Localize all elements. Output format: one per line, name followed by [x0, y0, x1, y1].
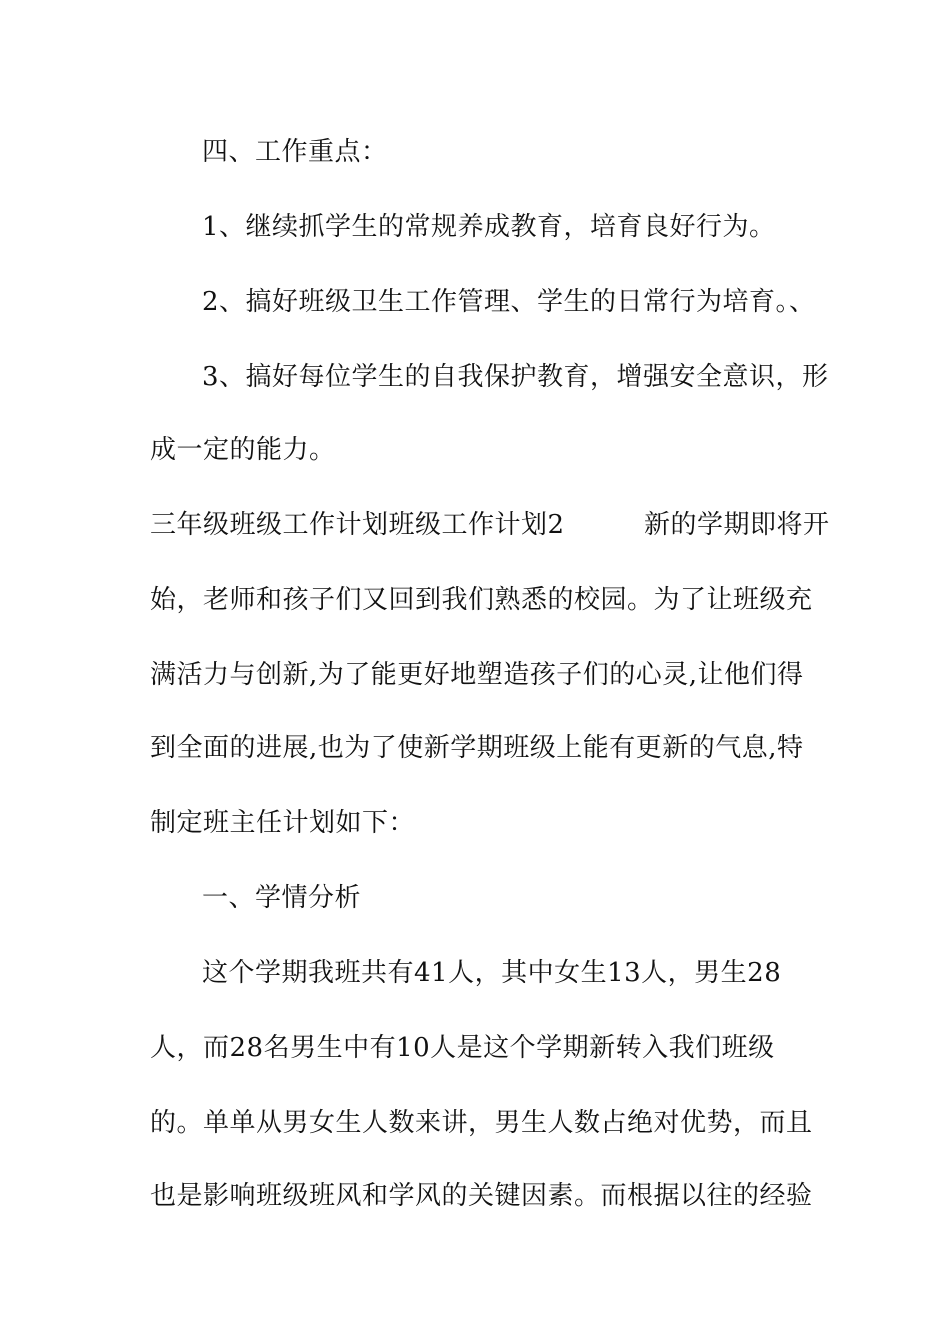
paragraph-line: 也是影响班级班风和学风的关键因素。而根据以往的经验 — [150, 1181, 813, 1211]
list-item-2: 2、搞好班级卫生工作管理、学生的日常行为培育。、 — [202, 287, 816, 317]
paragraph-line: 的。单单从男女生人数来讲，男生人数占绝对优势，而且 — [150, 1108, 813, 1138]
paragraph-line: 这个学期我班共有41人，其中女生13人，男生28 — [202, 958, 782, 988]
paragraph-line: 到全面的进展,也为了使新学期班级上能有更新的气息,特 — [150, 733, 804, 763]
section-heading-work-focus: 四、工作重点： — [202, 137, 388, 167]
list-item-3-continuation: 成一定的能力。 — [150, 435, 336, 465]
paragraph-line: 三年级班级工作计划班级工作计划2 新的学期即将开 — [150, 510, 830, 540]
list-item-3: 3、搞好每位学生的自我保护教育，增强安全意识，形 — [202, 362, 829, 392]
paragraph-line: 人，而28名男生中有10人是这个学期新转入我们班级 — [150, 1033, 775, 1063]
paragraph-line: 制定班主任计划如下： — [150, 808, 416, 838]
paragraph-line: 始，老师和孩子们又回到我们熟悉的校园。为了让班级充 — [150, 585, 813, 615]
section-heading-analysis: 一、学情分析 — [202, 883, 362, 913]
paragraph-line: 满活力与创新,为了能更好地塑造孩子们的心灵,让他们得 — [150, 660, 804, 690]
list-item-1: 1、继续抓学生的常规养成教育，培育良好行为。 — [202, 212, 776, 242]
